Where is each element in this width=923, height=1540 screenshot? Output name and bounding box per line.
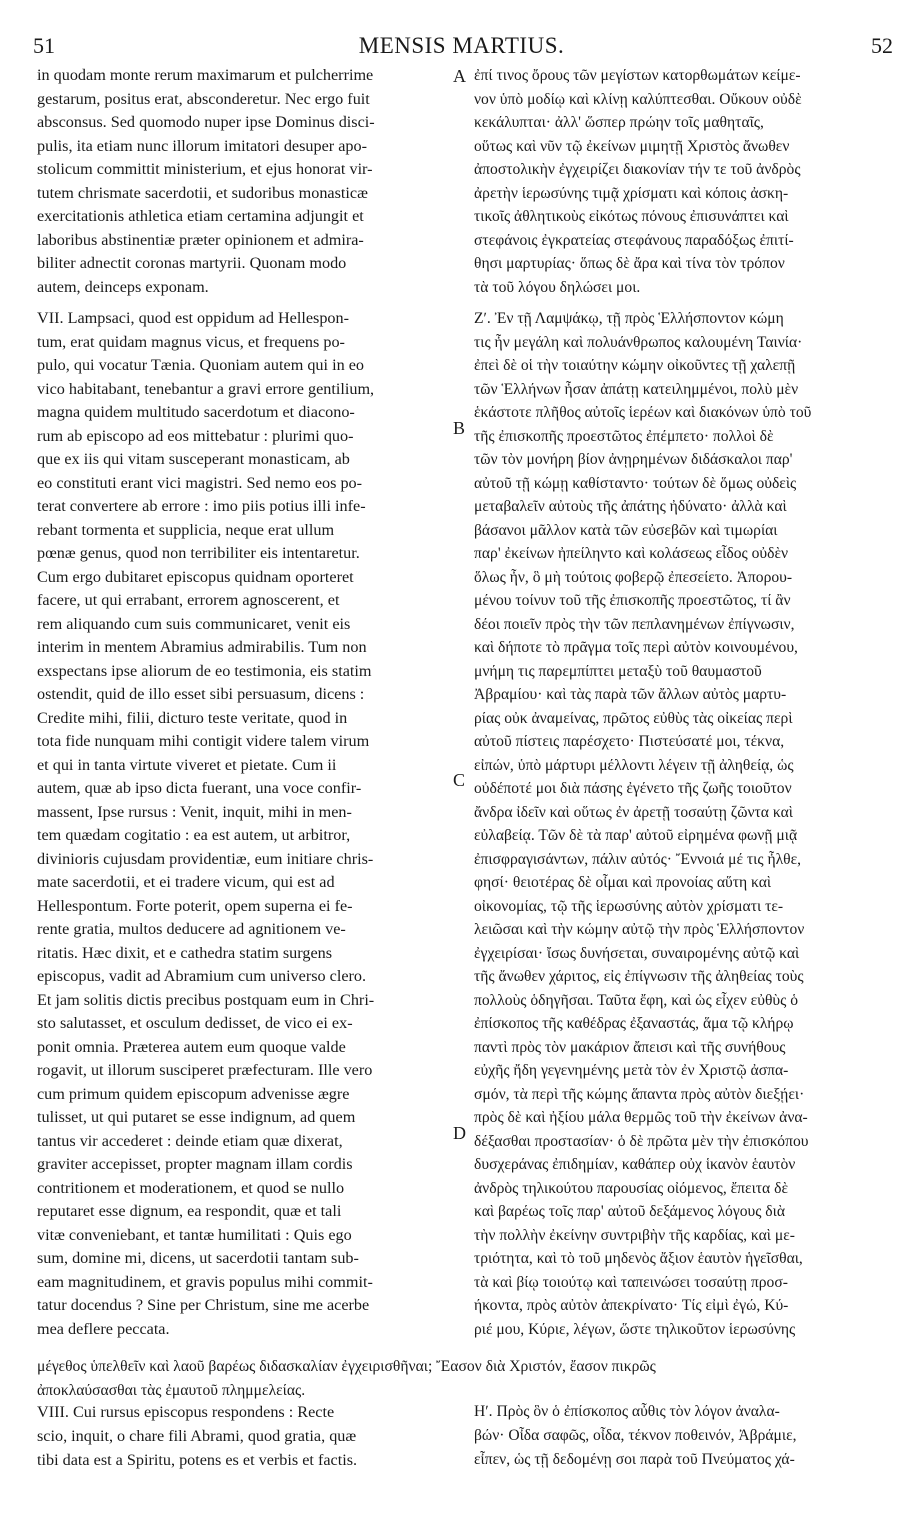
latin-line: terat convertere ab errore : imo piis potius illi infe- [37,497,366,515]
greek-line: θησι μαρτυρίας· ὅπως δὲ ἄρα καὶ τίνα τὸν τρόπον [474,255,785,272]
greek-line: καὶ βαρέως τοῖς παρ' αὐτοῦ δεξάμενος λόγους διὰ [474,1203,786,1220]
latin-line: ritatis. Hæc dixit, et e cathedra statim surgens [37,943,333,962]
latin-line: pulis, ita etiam nunc illorum imitatori desuper apo- [37,136,367,155]
latin-line: que ex iis qui vitam susceperant monasticam, ab [37,450,350,468]
greek-line: ἀνδρὸς τηλικούτου παρουσίας οἰόμενος, ἔπειτα δὲ [474,1179,789,1197]
latin-line: rente gratia, multos deducere ad agnitionem ve- [37,920,346,938]
latin-line: scio, inquit, o chare fili Abrami, quod gratia, quæ [37,1427,357,1445]
greek-line: βών· Οἶδα σαφῶς, οἶδα, τέκνον ποθεινόν, Ἀβράμιε, [474,1427,797,1444]
greek-line: πολλοὺς ὁδηγῆσαι. Ταῦτα ἔφη, καὶ ὡς εἶχεν εὐθὺς ὁ [474,991,799,1009]
latin-line: divinioris cujusdam providentiæ, eum initiare chris- [37,849,374,868]
greek-line: τὴν πολλὴν ἐκείνην συντριβὴν τῆς καρδίας, καὶ με- [474,1226,795,1244]
greek-line: δυσχεράνας ἐπιδημίαν, καθάπερ οὐχ ἱκανὸν ἑαυτὸν [474,1156,796,1173]
latin-line: massent, Ipse rursus : Venit, inquit, mihi in men- [37,802,352,821]
latin-line: tulisset, ut qui putaret se esse indignum, ad quem [37,1108,356,1126]
latin-line: Hellespontum. Forte poterit, opem superna ei fe- [37,896,353,915]
latin-line: Cum ergo dubitaret episcopus quidnam oporteret [37,567,354,586]
latin-line: tantus vir accederet : deinde etiam quæ dixerat, [37,1131,343,1150]
latin-line: Et jam solitis dictis precibus postquam eum in Chri- [37,990,375,1009]
greek-line: ἐπισφραγισάντων, πάλιν αὐτός· Ἔννοιά μέ τις ἦλθε, [474,850,802,868]
greek-line: ἀρετὴν ἱερωσύνης τιμᾷ χρίσματι καὶ κόποις ἀσκη- [474,184,789,202]
latin-line: vico habitabant, tenebantur a gravi errore gentilium, [37,379,375,398]
latin-line: magna quidem multitudo sacerdotum et diacono- [37,403,355,421]
greek-line: τῶν Ἑλλήνων ἦσαν ἀπάτῃ κατειλημμένοι, πολὺ μὲν [474,380,799,398]
margin-marker-c: C [453,770,466,790]
spanning-line: ἀποκλαύσασθαι τὰς ἐμαυτοῦ πλημμελείας. [37,1382,306,1399]
paragraph-gap [474,299,888,307]
greek-line: βάσανοι μᾶλλον κατὰ τῶν εὐσεβῶν καὶ τιμωρίαι [474,521,778,539]
margin-marker-b: B [453,418,466,438]
latin-line: exercitationis athletica etiam certamina adjungit et [37,207,364,225]
latin-line: in quodam monte rerum maximarum et pulcherrime [37,66,374,84]
latin-line: sto salutasset, et osculum dedisset, de vico ei ex- [37,1014,353,1032]
greek-line: ἐπίσκοπος τῆς καθέδρας ἐξαναστάς, ἅμα τῷ κλήρῳ [474,1015,794,1032]
greek-line: κεκάλυπται· ἀλλ' ὥσπερ πρώην τοῖς μαθηταῖς, [474,114,764,131]
latin-line: laboribus abstinentiæ præter opinionem et admira- [37,230,364,249]
page-number-right: 52 [871,33,893,58]
latin-line: pœnæ genus, quod non terribiliter eis intentaretur. [37,544,360,562]
greek-line: δέξασθαι προστασίαν· ὁ δὲ πρῶτα μὲν τὴν ἐπισκόπου [474,1132,809,1150]
latin-line: VII. Lampsaci, quod est oppidum ad Hellespon- [37,309,349,327]
greek-line: οἰκονομίας, τῷ τῆς ἱερωσύνης αὐτὸν χρίσματι τε- [474,897,784,915]
latin-line: episcopus, vadit ad Abramium cum universo clero. [37,967,367,985]
greek-line: τῶν τὸν μονήρη βίον ἀνῃρημένων διδάσκαλοι παρ' [474,451,793,468]
latin-line: absconsus. Sed quomodo nuper ipse Dominus disci- [37,113,375,131]
greek-line: τὰ τοῦ λόγου δηλώσει μοι. [474,278,641,296]
latin-line: VIII. Cui rursus episcopus respondens : Recte [37,1403,335,1421]
greek-line: αὐτοῦ πίστεις παρέσχετο· Πιστεύσατέ μοι, τέκνα, [474,733,785,750]
latin-line: et qui in tanta virtute viveret et pietate. Cum ii [37,755,337,774]
margin-marker-d: D [453,1123,466,1143]
latin-line: autem, deinceps exponam. [37,277,209,296]
greek-line: τῆς ἐπισκοπῆς προεστῶτος ἐπέμπετο· πολλοὶ δὲ [474,427,774,445]
greek-line: ἀποστολικὴν ἐγχειρίζει διακονίαν τήν τε τοῦ ἀνδρὸς [474,161,801,178]
latin-line: sum, domine mi, dicens, ut sacerdotii tantam sub- [37,1249,359,1267]
greek-line: τὰ καὶ βίῳ τοιούτῳ καὶ ταπεινώσει τοσαύτῃ προσ- [474,1273,788,1291]
latin-line: interim in mentem Abramius admirabilis. Tum non [37,638,367,656]
latin-line: vitæ conveniebant, et tantæ humilitati : Quis ego [37,1225,352,1244]
greek-line: λειῶσαι καὶ τὴν κώμην αὐτῷ τὴν πρὸς Ἑλλήσποντον [474,921,805,938]
greek-line: ἑκάστοτε πλῆθος αὐτοῖς ἱερέων καὶ διακόνων ὑπὸ τοῦ [474,404,812,421]
greek-line: ἐπεὶ δὲ οἱ τὴν τοιαύτην κώμην οἰκοῦντες τῇ χαλεπῇ [474,357,796,374]
greek-line: σμόν, τὰ περὶ τῆς κώμης ἅπαντα πρὸς αὐτὸν διεξῄει· [474,1085,805,1103]
greek-section-viii [474,1400,888,1472]
greek-line: ήκοντα, πρὸς αὐτὸν ἀπεκρίνατο· Τίς εἰμὶ ἐγώ, Κύ- [474,1297,789,1314]
greek-line: Ζʹ. Ἐν τῇ Λαμψάκῳ, τῇ πρὸς Ἑλλήσποντον κώμη [474,310,784,327]
greek-line: ἄνδρα ἰδεῖν καὶ οὕτως ἐν ἀρετῇ τοσαύτῃ ζῶντα καὶ [474,803,793,821]
latin-line: exspectans ipse aliorum de eo testimonia, eis statim [37,661,372,680]
running-title: MENSIS MARTIUS. [358,33,565,58]
spanning-line: μέγεθος ὑπελθεῖν καὶ λαοῦ βαρέως διδασκαλίαν ἐγχειρισθῆναι; Ἔασον διὰ Χριστόν, ἔασον πικρῶς [37,1358,656,1375]
paragraph-gap [37,299,449,307]
greek-line: τῆς ἄνωθεν χάριτος, εἰς ἐπίγνωσιν τῆς ἀληθείας τοὺς [474,968,804,985]
greek-line: τις ἦν μεγάλη καὶ πολυάνθρωπος καλουμένη Ταινία· [474,333,803,351]
greek-line: οὕτως καὶ νῦν τῷ ἐκείνων μιμητῇ Χριστὸς ἄνωθεν [474,137,790,155]
latin-line: mea deflere peccata. [37,1319,170,1338]
greek-line: ἐγχειρίσαι· ἴσως δυνήσεται, συναιρομένης αὐτῷ καὶ [474,944,800,962]
greek-line: πρὸς δὲ καὶ ἠξίου μάλα θερμῶς τοῦ τὴν ἐκείνων ἀνα- [474,1109,808,1126]
greek-column [474,64,888,1341]
greek-line: Ἀβραμίου· καὶ τὰς παρὰ τῶν ἄλλων αὐτὸς μαρτυ- [474,686,787,703]
greek-line: φησί· θειοτέρας δὲ οἶμαι καὶ προνοίας αὕτη καὶ [474,874,772,891]
greek-line: παρ' ἐκείνων ἠπείληντο καὶ κολάσεως εἶδος οὐδὲν [474,545,789,562]
latin-line: tatur docendus ? Sine per Christum, sine me acerbe [37,1296,370,1314]
greek-line: δέοι ποιεῖν πρὸς τὴν τῶν πεπλανημένων ἐπίγνωσιν, [474,615,795,633]
latin-line: tum, erat quidam magnus vicus, et frequens po- [37,332,345,351]
latin-line: ostendit, quid de illo esset sibi persuasum, dicens : [37,685,365,703]
greek-line: νον ὑπὸ μοδίῳ καὶ κλίνῃ καλύπτεσθαι. Οὔκουν οὐδὲ [474,90,802,108]
latin-line: Credite mihi, filii, dicturo teste veritate, quod in [37,708,348,727]
greek-line: τριότητα, καὶ τὸ τοῦ μηδενὸς ἄξιον ἑαυτὸν ἡγεῖσθαι, [474,1250,803,1267]
greek-line: οὐδέποτέ μοι διὰ πάσης ἐγένετο τῆς ζωῆς τοιοῦτον [474,780,792,797]
latin-line: graviter accepisset, propter magnam illam cordis [37,1155,353,1173]
latin-line: rem aliquando cum suis communicaret, venit eis [37,614,351,633]
greek-line: στεφάνοις ἐγκρατείας στεφάνους παραδόξως ἐπιτί- [474,231,794,249]
greek-line: εἶπεν, ὡς τῇ δεδομένῃ σοι παρὰ τοῦ Πνεύματος χά- [474,1451,795,1468]
latin-line: cum primum quidem episcopum advenisse ægre [37,1084,350,1103]
latin-line: ponit omnia. Præterea autem eum quoque valde [37,1037,346,1056]
greek-line: ὅλως ἦν, ὃ μὴ τούτοις φοβερῷ ἐπεσείετο. Ἀπορου- [474,568,793,586]
greek-line: εὐλαβείᾳ. Τῶν δὲ τὰ παρ' αὐτοῦ εἰρημένα φωνῇ μιᾷ [474,827,798,844]
greek-line: μνήμη τις παρεμπίπτει μεταξὺ τοῦ θαυμαστοῦ [474,662,762,680]
latin-line: tota fide nunquam mihi contigit videre talem virum [37,732,370,750]
page-number-left: 51 [33,33,55,58]
greek-line: μεταβαλεῖν αὐτοὺς τῆς ἀπάτης ἠδύνατο· ἀλλὰ καὶ [474,498,787,515]
latin-line: tibi data est a Spiritu, potens es et verbis et factis. [37,1451,358,1469]
greek-line: Ηʹ. Πρὸς ὃν ὁ ἐπίσκοπος αὖθις τὸν λόγον ἀναλα- [474,1403,780,1420]
greek-line: εὐχῆς ἤδη γεγενημένης μετὰ τὸν ἐν Χριστῷ ἀσπα- [474,1062,789,1079]
spanning-greek-lines [37,1355,889,1403]
latin-line: stolicum committit ministerium, et ejus honorat vir- [37,160,373,178]
latin-line: autem, quæ ab ipso dicta fuerant, una voce confir- [37,779,362,797]
latin-section-viii [37,1400,449,1472]
latin-line: tem quædam cogitatio : ea est autem, ut arbitror, [37,826,351,844]
greek-line: ἐπί τινος ὄρους τῶν μεγίστων κατορθωμάτων κείμε- [474,67,801,84]
margin-marker-a: A [453,66,466,86]
latin-line: eo constituti erant vici magistri. Sed nemo eos po- [37,473,363,492]
latin-line: contritionem et moderationem, et quod se nullo [37,1178,345,1197]
greek-line: αὐτοῦ τῇ κώμῃ καθίσταντο· τούτων δὲ ὅμως οὐδεὶς [474,474,797,492]
greek-line: παντὶ πρὸς τὸν μακάριον ἄπεισι καὶ τῆς συνήθους [474,1038,786,1056]
latin-line: rebant tormenta et supplicia, neque erat ullum [37,520,335,539]
latin-line: facere, ut qui errabant, errorem agnoscerent, et [37,591,340,609]
latin-line: rogavit, ut illorum susciperet præfecturam. Ille vero [37,1061,373,1079]
latin-line: eam magnitudinem, et gravis populus mihi commit- [37,1272,373,1291]
greek-line: τικοῖς ἀθλητικοὺς εἰκότως πόνους ἐπισυνάπτει καὶ [474,208,789,225]
latin-column [37,64,449,1341]
latin-line: gestarum, positus erat, absconderetur. Nec ergo fuit [37,89,370,108]
latin-line: pulo, qui vocatur Tænia. Quoniam autem qui in eo [37,356,364,374]
greek-line: καὶ δήποτε τὸ πρᾶγμα τοῖς περὶ αὐτὸν κοινουμένου, [474,639,798,656]
greek-line: εἰπών, ὑπὸ μάρτυρι μέλλοντι λέγειν τῇ ἀληθείᾳ, ὡς [474,756,794,774]
latin-line: biliter adnectit coronas martyrii. Quonam modo [37,254,347,272]
latin-line: tutem chrismate sacerdotii, et sudoribus monasticæ [37,183,368,202]
latin-line: reputaret esse dignum, ea respondit, quæ et tali [37,1202,342,1220]
greek-line: μένου τοίνυν τοῦ τῆς ἐπισκοπῆς προεστῶτος, τί ἂν [474,592,791,609]
greek-line: ρίας οὐκ ἀναμείνας, πρῶτος εὐθὺς τὰς οἰκείας περὶ [474,709,793,727]
latin-line: rum ab episcopo ad eos mittebatur : plurimi quo- [37,426,354,445]
greek-line: ριέ μου, Κύριε, λέγων, ὥστε τηλικοῦτον ἱερωσύνης [474,1320,796,1338]
latin-line: mate sacerdotii, et ei tradere vicum, qui est ad [37,873,335,891]
